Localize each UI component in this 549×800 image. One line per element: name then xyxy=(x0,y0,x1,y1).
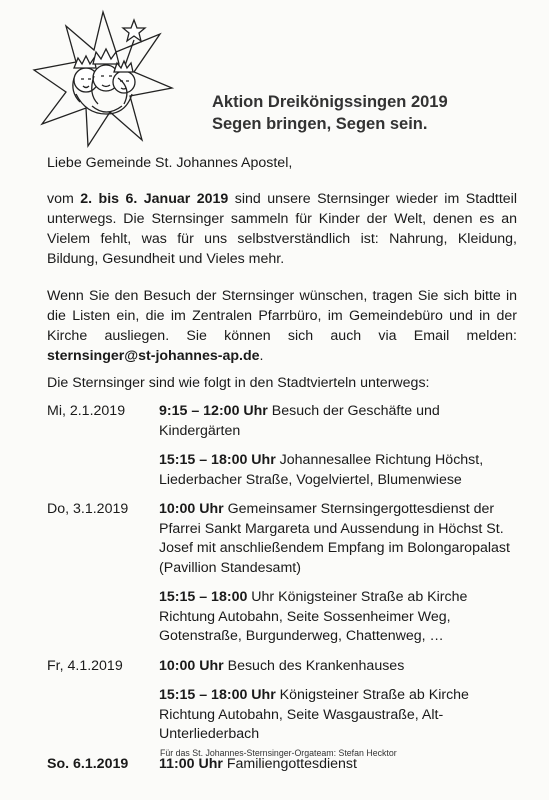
schedule-row xyxy=(47,657,527,677)
headline-title: Aktion Dreikönigssingen 2019 xyxy=(212,93,448,111)
schedule-time: 15:15 – 18:00 xyxy=(159,589,248,605)
p1-text-start: vom xyxy=(47,191,81,207)
p1-text-end: sind unsere Sternsinger wieder im Stadtteil unterwegs. Die Sternsinger sammeln für Kinder der Welt, denen es an Vielem fehlt, was für uns selbstverständlich ist: Nahrung, Kleidung, Bildung, Gesundheit und Vieles mehr. xyxy=(47,191,517,267)
schedule-time: 9:15 – 12:00 Uhr xyxy=(159,403,268,419)
schedule-day: Mi, 2.1.2019 xyxy=(47,403,126,419)
schedule-entry xyxy=(159,686,519,745)
schedule-text: Johannesallee Richtung Höchst, Liederbacher Straße, Vogelviertel, Blumenwiese xyxy=(159,452,484,488)
schedule-text: Königsteiner Straße ab Kirche Richtung Autobahn, Seite Wasgaustraße, Alt-Unterliederbach xyxy=(159,687,469,742)
greeting: Liebe Gemeinde St. Johannes Apostel, xyxy=(47,155,293,171)
date-range: 2. bis 6. Januar 2019 xyxy=(80,191,229,207)
schedule-row xyxy=(47,500,527,578)
sternsinger-star-logo xyxy=(30,8,176,150)
intro-paragraph xyxy=(47,189,517,269)
contact-paragraph xyxy=(47,286,517,366)
schedule-time: 15:15 – 18:00 Uhr xyxy=(159,687,276,703)
schedule-day: Fr, 4.1.2019 xyxy=(47,657,123,674)
p2-text: Wenn Sie den Besuch der Sternsinger wünschen, tragen Sie sich bitte in die Listen ein, die im Zentralen Pfarrbüro, im Gemeindebüro und in der Kirche ausliegen. Sie können sich auch via Email melden: xyxy=(47,288,517,344)
headline-subtitle: Segen bringen, Segen sein. xyxy=(212,115,428,133)
schedule-day: Do, 3.1.2019 xyxy=(47,501,129,517)
schedule-row xyxy=(47,686,527,745)
schedule-text: Uhr Königsteiner Straße ab Kirche Richtung Autobahn, Seite Sossenheimer Weg, Gotenstraße, Burgunderweg, Chattenweg, … xyxy=(159,589,468,644)
schedule-row xyxy=(47,402,527,441)
schedule-row xyxy=(47,588,527,647)
headline xyxy=(212,91,532,135)
contact-email[interactable]: sternsinger@st-johannes-ap.de xyxy=(47,348,260,364)
footer-signature: Für das St. Johannes-Sternsinger-Orgateam: Stefan Hecktor xyxy=(160,748,397,758)
schedule-text: Besuch des Krankenhauses xyxy=(223,657,405,674)
schedule xyxy=(47,402,527,774)
schedule-text: Gemeinsamer Sternsingergottesdienst der Pfarrei Sankt Margareta und Aussendung in Höchst St. Josef mit anschließendem Empfang im Bolongaropalast (Pavillion Standesamt) xyxy=(159,501,510,576)
schedule-text: Besuch der Geschäfte und Kindergärten xyxy=(159,403,440,439)
schedule-entry xyxy=(159,657,519,677)
schedule-entry xyxy=(159,402,519,441)
schedule-intro: Die Sternsinger sind wie folgt in den Stadtvierteln unterwegs: xyxy=(47,375,430,391)
schedule-day: So. 6.1.2019 xyxy=(47,755,129,772)
schedule-time: 11:00 Uhr xyxy=(159,755,223,772)
schedule-entry xyxy=(159,500,519,578)
schedule-time: 10:00 Uhr xyxy=(159,501,224,517)
schedule-time: 10:00 Uhr xyxy=(159,657,224,674)
schedule-entry xyxy=(159,588,519,647)
schedule-row xyxy=(47,451,527,490)
schedule-entry xyxy=(159,451,519,490)
p2-end: . xyxy=(259,348,264,364)
schedule-time: 15:15 – 18:00 Uhr xyxy=(159,452,276,468)
schedule-text: Familiengottesdienst xyxy=(222,755,357,772)
